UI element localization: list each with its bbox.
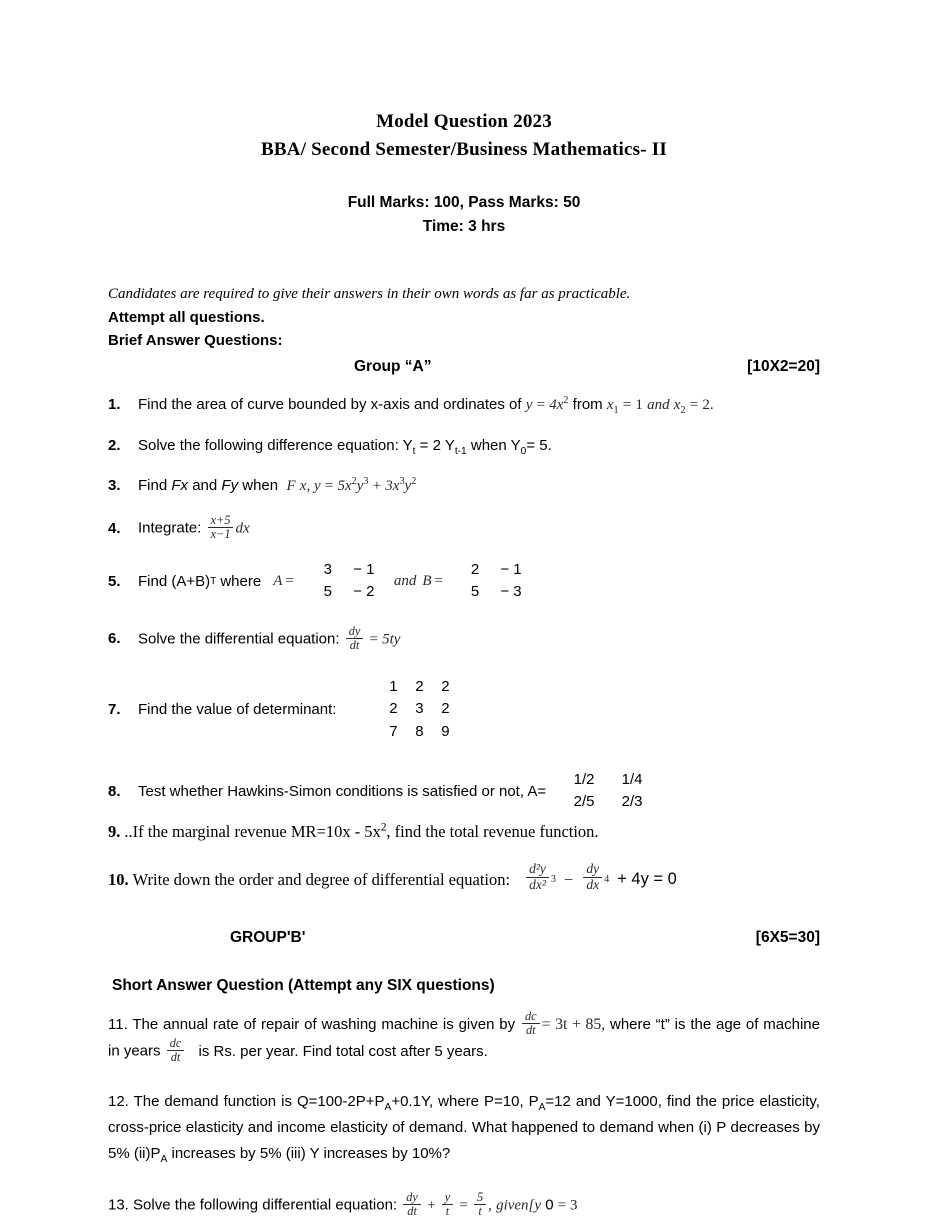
q1-math-exp: 2 bbox=[563, 395, 569, 407]
question-8-number: 8. bbox=[108, 782, 121, 800]
q3-term2-exp: 3 bbox=[399, 475, 405, 487]
question-6-body bbox=[138, 623, 820, 653]
q8-matrix-row bbox=[560, 769, 656, 791]
question-8 bbox=[108, 770, 820, 814]
q8-matrix-cell: 2/5 bbox=[573, 792, 595, 810]
q11-part1: The annual rate of repair of washing machine is given by bbox=[132, 1015, 516, 1033]
q3-term1-y: y bbox=[356, 477, 364, 494]
q7-det-cell: 2 bbox=[415, 677, 424, 695]
question-2 bbox=[108, 435, 820, 457]
q1-math-x2sub: 2 bbox=[680, 405, 686, 417]
q11-f1-numerator: dc bbox=[524, 1009, 537, 1024]
q6-fraction bbox=[346, 625, 364, 652]
question-1-body bbox=[138, 394, 820, 417]
q3-term2-yexp: 2 bbox=[411, 475, 417, 487]
q7-det-cell: 2 bbox=[441, 700, 450, 717]
q3-term2: 3x bbox=[385, 477, 400, 494]
q11-fraction-2 bbox=[167, 1037, 185, 1064]
question-9-body bbox=[124, 820, 820, 844]
question-11 bbox=[108, 1011, 820, 1065]
q3-term2-y: y bbox=[404, 477, 412, 494]
q9-superscript: 2 bbox=[380, 821, 387, 833]
q4-fraction bbox=[208, 514, 234, 541]
q12-line1b: +0.1Y, where P=10, P bbox=[391, 1093, 539, 1111]
q12-sub-2: A bbox=[538, 1102, 546, 1114]
q10-text-before: Write down the order and degree of differential equation: bbox=[132, 870, 511, 890]
q3-and-label: and bbox=[192, 476, 218, 494]
question-13-number: 13. bbox=[108, 1196, 129, 1214]
q2-sub-0: 0 bbox=[520, 445, 527, 457]
group-b-header bbox=[108, 929, 820, 947]
q5-matrix-b-row bbox=[457, 581, 529, 603]
q11-f1-denominator: dt bbox=[522, 1023, 540, 1037]
q12-line1d: increases by 5% (iii) Y increases by 10%? bbox=[167, 1144, 451, 1162]
q13-fraction-2 bbox=[442, 1191, 453, 1218]
question-8-body bbox=[138, 770, 820, 814]
q4-text-before: Integrate: bbox=[138, 519, 202, 537]
page-subtitle: BBA/ Second Semester/Business Mathematics- II bbox=[261, 138, 667, 160]
q4-frac-denominator: x−1 bbox=[208, 527, 234, 541]
q5-matrix-a bbox=[310, 559, 382, 603]
q8-text-before: Test whether Hawkins-Simon conditions is satisfied or not, A= bbox=[138, 782, 547, 800]
question-4 bbox=[108, 515, 820, 542]
q11-part2: where “t” is the age of machine in years bbox=[108, 1015, 820, 1060]
question-5-number: 5. bbox=[108, 573, 121, 591]
question-9-number: 9. bbox=[108, 821, 121, 841]
q13-f3-numerator: 5 bbox=[476, 1190, 484, 1205]
q2-sub-t: t bbox=[412, 445, 416, 457]
group-a-label: Group “A” bbox=[354, 358, 432, 376]
page-content bbox=[108, 108, 820, 1220]
q5-matrix-b bbox=[457, 559, 529, 603]
q10-f2-denominator: dx bbox=[583, 877, 602, 892]
q2-end: = 5. bbox=[526, 436, 552, 454]
q5-text-before: Find (A+B) bbox=[138, 573, 211, 591]
q3-fy-label: Fy bbox=[221, 476, 239, 494]
instructions-block bbox=[108, 283, 820, 352]
q5-b-cell: − 1 bbox=[500, 561, 522, 579]
group-a-marks: [10X2=20] bbox=[747, 358, 820, 376]
full-marks-line: Full Marks: 100, Pass Marks: 50 bbox=[347, 194, 581, 212]
q5-b-cell: − 3 bbox=[500, 582, 522, 600]
q7-det-cell: 1 bbox=[389, 677, 398, 695]
q8-matrix-cell: 1/4 bbox=[621, 771, 643, 788]
q5-eq1: = bbox=[285, 573, 294, 590]
attempt-all-note: Attempt all questions. bbox=[108, 308, 265, 326]
q7-det-row bbox=[380, 698, 458, 721]
question-9 bbox=[108, 820, 820, 844]
q5-a-cell: 3 bbox=[323, 561, 333, 579]
q3-math-eq: = bbox=[324, 477, 334, 494]
q7-det-cell: 9 bbox=[441, 722, 450, 740]
q7-det-row bbox=[380, 721, 458, 744]
q13-comma: , bbox=[488, 1197, 492, 1214]
q13-f1-denominator: dt bbox=[403, 1204, 421, 1218]
q7-det-cell: 2 bbox=[389, 700, 398, 717]
q13-f1-numerator: dy bbox=[406, 1190, 418, 1205]
q11-fraction-1 bbox=[522, 1010, 540, 1037]
question-2-body bbox=[138, 435, 820, 457]
q5-a-cell: − 1 bbox=[353, 561, 375, 579]
q1-math-x1: x bbox=[606, 397, 614, 414]
q11-f2-denominator: dt bbox=[167, 1050, 185, 1064]
q10-f1-numerator: d²y bbox=[529, 861, 546, 877]
q1-math-x1sub: 1 bbox=[613, 405, 619, 417]
q4-frac-numerator: x+5 bbox=[210, 513, 231, 528]
q7-text-before: Find the value of determinant: bbox=[138, 701, 337, 719]
q7-det-row bbox=[380, 676, 458, 699]
q7-det-cell: 7 bbox=[389, 722, 398, 740]
q7-det-cell: 3 bbox=[415, 700, 424, 717]
q6-frac-numerator: dy bbox=[348, 623, 361, 638]
q6-eq: = bbox=[369, 631, 378, 648]
page-title: Model Question 2023 bbox=[376, 111, 552, 132]
q13-f2-denominator: t bbox=[442, 1204, 453, 1218]
question-7-body bbox=[138, 677, 820, 745]
q13-equation-2: = 3 bbox=[557, 1197, 578, 1214]
question-5 bbox=[108, 560, 820, 604]
q12-line1c: =12 and Y=1000, find the price elasticity, cross-price elasticity and income elasticity of demand. What happened to demand when (i) P decreases by 5% (ii)P bbox=[108, 1093, 820, 1162]
q5-B-label: B bbox=[422, 573, 432, 590]
question-7 bbox=[108, 677, 820, 745]
group-a-header bbox=[108, 358, 820, 376]
q9-text-after: , find the total revenue function. bbox=[386, 821, 599, 841]
q7-det-cell: 8 bbox=[415, 722, 424, 740]
q1-and-label: and bbox=[647, 397, 670, 414]
q5-A-label: A bbox=[273, 573, 283, 590]
q3-fx-label: Fx bbox=[171, 476, 189, 494]
q3-term1: 5x bbox=[337, 477, 352, 494]
q12-sub-3: A bbox=[160, 1153, 168, 1165]
q13-equation: = bbox=[459, 1197, 468, 1214]
q6-text-before: Solve the differential equation: bbox=[138, 630, 340, 648]
question-1 bbox=[108, 394, 820, 417]
q3-math-F: F bbox=[286, 477, 296, 494]
q2-mid2: when Y bbox=[466, 436, 521, 454]
q13-f2-numerator: y bbox=[444, 1190, 451, 1205]
q10-tail: + 4y = 0 bbox=[617, 870, 677, 889]
q1-math-y: y bbox=[525, 397, 533, 414]
question-10 bbox=[108, 861, 820, 894]
question-6 bbox=[108, 623, 820, 653]
brief-answer-heading: Brief Answer Questions: bbox=[108, 331, 283, 349]
q6-frac-denominator: dt bbox=[346, 638, 364, 652]
q13-zero: 0 bbox=[545, 1196, 554, 1214]
q9-text: ..If the marginal revenue MR=10x - 5x bbox=[124, 821, 381, 841]
q1-math-expr: 4x bbox=[549, 397, 564, 414]
q5-matrix-a-row bbox=[310, 559, 382, 581]
q1-from-label: from bbox=[572, 396, 603, 414]
q5-b-cell: 2 bbox=[470, 561, 480, 579]
q8-matrix-cell: 2/3 bbox=[621, 792, 643, 810]
question-7-number: 7. bbox=[108, 701, 121, 719]
q11-part3: is Rs. per year. Find total cost after 5 years. bbox=[198, 1042, 488, 1060]
question-2-number: 2. bbox=[108, 436, 121, 454]
q12-sub-1: A bbox=[384, 1102, 392, 1114]
q3-plus: + bbox=[372, 477, 382, 494]
q12-line1: The demand function is Q=100-2P+P bbox=[133, 1093, 385, 1111]
marks-block bbox=[108, 191, 820, 239]
question-3-number: 3. bbox=[108, 476, 121, 494]
group-b-marks: [6X5=30] bbox=[755, 928, 820, 946]
q13-given-label: given[y bbox=[496, 1197, 542, 1214]
question-10-body: Write down the order and degree of differential equation: $\frac{\text{d²y}}{\text{dx²}}$ 3 − $\frac{dy}{dx}$ 4 + 4y = 0 bbox=[132, 861, 677, 892]
q8-matrix bbox=[560, 769, 656, 813]
question-3 bbox=[108, 475, 820, 498]
q5-a-cell: 5 bbox=[323, 582, 333, 600]
q5-matrix-a-row bbox=[310, 581, 382, 603]
q5-b-cell: 5 bbox=[470, 582, 480, 600]
question-3-body bbox=[138, 475, 820, 498]
q13-fraction-1 bbox=[403, 1191, 421, 1218]
question-11-number: 11. bbox=[108, 1015, 128, 1033]
q13-fraction-3 bbox=[474, 1191, 486, 1218]
q7-determinant bbox=[380, 676, 458, 744]
question-12-number: 12. bbox=[108, 1093, 129, 1111]
q6-rhs: 5ty bbox=[382, 631, 401, 648]
short-answer-heading: Short Answer Question (Attempt any SIX questions) bbox=[112, 976, 495, 994]
q11-equation: = 3t + 85, bbox=[541, 1015, 606, 1033]
q13-plus: + bbox=[427, 1197, 436, 1214]
q3-term1-exp: 2 bbox=[351, 475, 357, 487]
q1-math-v2: 2. bbox=[702, 397, 714, 414]
q5-where-label: where bbox=[220, 573, 262, 591]
candidates-note: Candidates are required to give their answers in their own words as far as practicable. bbox=[108, 286, 631, 303]
q5-matrix-b-row bbox=[457, 559, 529, 581]
question-5-body: Find (A+B) T where A = 3 − 1 5 − 2 and B = 2 − 1 5 − 3 bbox=[138, 560, 820, 604]
question-1-number: 1. bbox=[108, 396, 121, 414]
question-4-number: 4. bbox=[108, 519, 121, 537]
q8-matrix-cell: 1/2 bbox=[573, 771, 595, 788]
q10-f2-numerator: dy bbox=[586, 861, 600, 877]
q13-f3-denominator: t bbox=[474, 1204, 486, 1218]
q2-mid: = 2 Y bbox=[415, 436, 455, 454]
question-1-text: Find the area of curve bounded by x-axis and ordinates of bbox=[138, 396, 522, 414]
q3-text-before: Find bbox=[138, 476, 168, 494]
q2-text-before: Solve the following difference equation: Y bbox=[138, 436, 413, 454]
q4-dx: dx bbox=[235, 520, 250, 537]
q11-f2-numerator: dc bbox=[169, 1036, 182, 1051]
q10-minus: − bbox=[564, 870, 574, 890]
q1-math-eq2: = bbox=[622, 397, 632, 414]
q1-math-eq1: = bbox=[536, 397, 546, 414]
q5-and-label: and bbox=[393, 573, 417, 590]
q3-term1-yexp: 3 bbox=[363, 475, 369, 487]
question-10-number: 10. bbox=[108, 870, 129, 890]
q10-f1-denominator: dx² bbox=[526, 877, 549, 892]
q3-when-label: when bbox=[242, 476, 279, 494]
group-b-label: GROUP'B' bbox=[230, 928, 306, 946]
q7-det-cell: 2 bbox=[441, 677, 450, 695]
q1-math-v1: 1 bbox=[635, 397, 643, 414]
q3-math-args: x, y bbox=[299, 477, 321, 494]
q2-sub-t1: t-1 bbox=[454, 445, 467, 457]
question-12 bbox=[108, 1089, 820, 1166]
time-line: Time: 3 hrs bbox=[422, 218, 506, 236]
q13-part1: Solve the following differential equation: bbox=[133, 1196, 398, 1214]
q8-matrix-row bbox=[560, 791, 656, 813]
q5-eq2: = bbox=[434, 573, 443, 590]
q1-math-x2: x bbox=[673, 397, 681, 414]
q10-fraction-1 bbox=[526, 862, 549, 891]
q10-fraction-2 bbox=[583, 862, 602, 891]
question-4-body bbox=[138, 515, 820, 542]
q5-a-cell: − 2 bbox=[353, 582, 375, 600]
question-6-number: 6. bbox=[108, 630, 121, 648]
q1-math-eq3: = bbox=[689, 397, 699, 414]
question-13 bbox=[108, 1192, 820, 1219]
